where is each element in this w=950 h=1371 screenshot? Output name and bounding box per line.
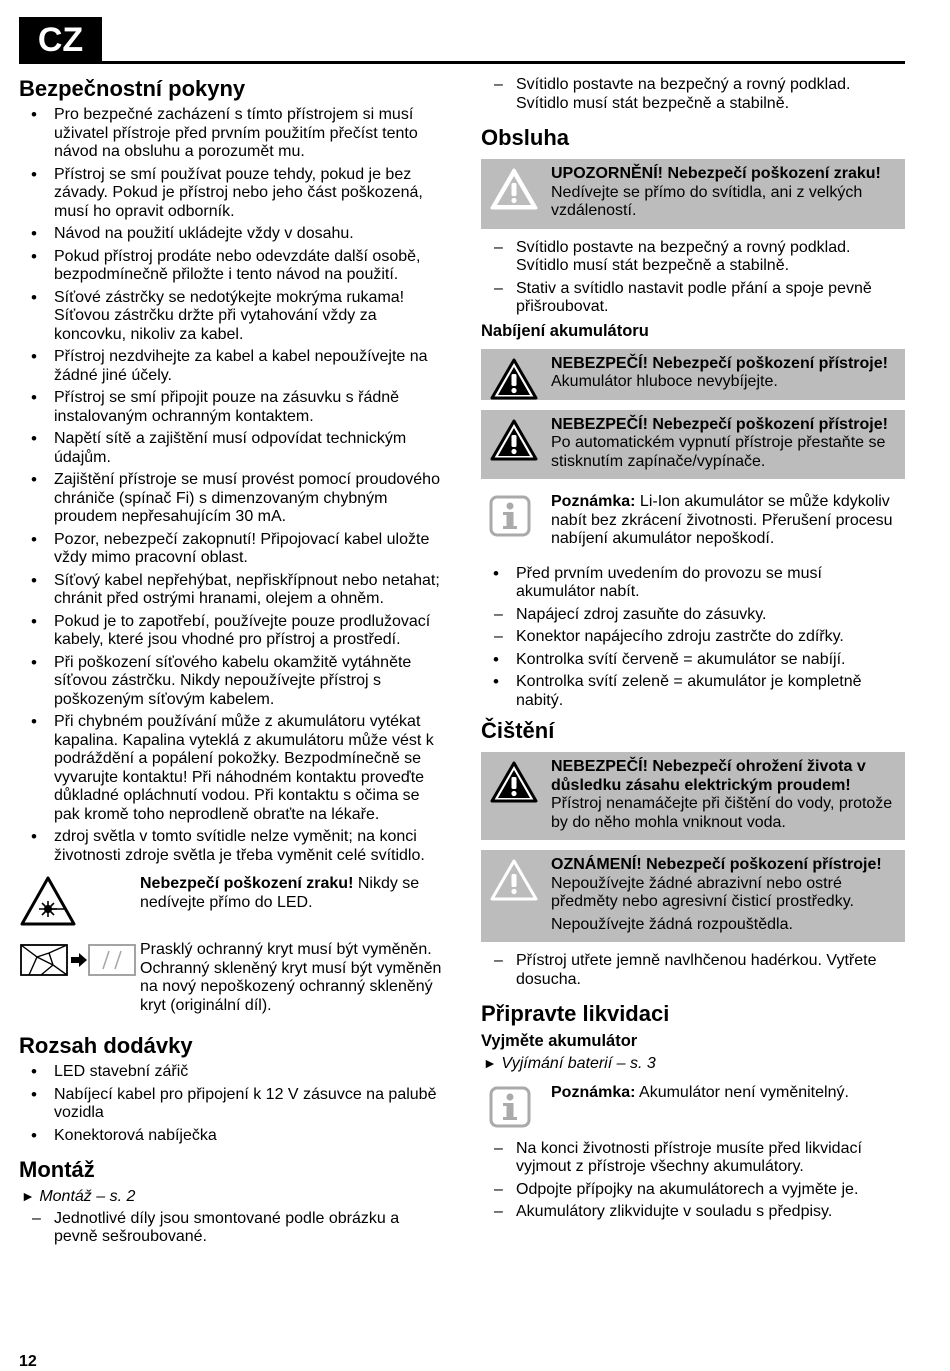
list-item: • Konektorová nabíječka: [19, 1127, 444, 1146]
list-item: – Konektor napájecího zdroju zastrčte do zdířky.: [481, 628, 905, 647]
cleaning-heading: Čištění: [481, 718, 555, 743]
assembly-ref: Montáž – s. 2: [39, 1188, 136, 1205]
list-item: • zdroj světla v tomto svítidle nelze vyměnit; na konci životnosti zdroje světla je třeba vyměnit celé svítidlo.: [19, 828, 444, 865]
list-item: • Kontrolka svítí červeně = akumulátor se nabíjí.: [481, 651, 905, 670]
list-item: – Napájecí zdroj zasuňte do zásuvky.: [481, 606, 905, 625]
caution-text: Nedívejte se přímo do svítidla, ani z velkých vzdáleností.: [551, 183, 863, 219]
note-box: [481, 1080, 905, 1130]
caution-box: [481, 159, 905, 229]
list-item: – Stativ a svítidlo nastavit podle přání a spoje pevně přišroubovat.: [481, 280, 905, 317]
danger-triangle-icon: [489, 418, 539, 462]
danger-triangle-icon: [489, 357, 539, 401]
notice-text: Nepoužívejte žádné abrazivní nebo ostré předměty nebo agresivní čisticí prostředky.: [551, 874, 854, 910]
laser-warning-icon: [19, 875, 77, 927]
list-item: – Svítidlo postavte na bezpečný a rovný podklad. Svítidlo musí stát bezpečně a stabilně.: [481, 76, 905, 113]
notice-box: [481, 850, 905, 942]
danger-bold: NEBEZPEČÍ! Nebezpečí ohrožení života v důsledku zásahu elektrickým proudem!: [551, 758, 866, 794]
danger-bold: NEBEZPEČÍ! Nebezpečí poškození přístroje!: [551, 354, 888, 372]
caution-triangle-icon: [489, 167, 539, 211]
safety-list: [19, 106, 444, 865]
list-item: • Pokud je to zapotřebí, používejte pouze prodlužovací kabely, které jsou vhodné pro přístroj a prostředí.: [19, 613, 444, 650]
list-item: • Pozor, nebezpečí zakopnutí! Připojovací kabel uložte vždy mimo pracovní oblast.: [19, 531, 444, 568]
disposal-subheading: Vyjměte akumulátor: [481, 1032, 638, 1050]
list-item: • Pokud přístroj prodáte nebo odevzdáte další osobě, bezpodmínečně přiložte i tento návod na použití.: [19, 248, 444, 285]
charging-heading: Nabíjení akumulátoru: [481, 321, 649, 340]
list-item: – Odpojte přípojky na akumulátorech a vyjměte je.: [481, 1181, 905, 1200]
note-text: Li-Ion akumulátor se může kdykoliv nabít bez zkrácení životnosti. Přerušení procesu nabíjení akumulátor nepoškodí.: [551, 493, 893, 547]
cross-reference: [19, 1187, 444, 1207]
scope-list: [19, 1063, 444, 1145]
assembly-heading: Montáž: [19, 1157, 95, 1182]
right-column: [481, 76, 905, 1226]
note-bold: Poznámka:: [551, 1083, 636, 1101]
list-item: • Nabíjecí kabel pro připojení k 12 V zásuvce na palubě vozidla: [19, 1086, 444, 1123]
assembly-list: [19, 1210, 444, 1247]
list-item: – Svítidlo postavte na bezpečný a rovný podklad. Svítidlo musí stát bezpečně a stabilně.: [481, 239, 905, 276]
top-list: [481, 76, 905, 113]
danger-triangle-icon: [489, 760, 539, 804]
notice-bold: OZNÁMENÍ! Nebezpečí poškození přístroje!: [551, 856, 882, 873]
danger-text: Přístroj nenamáčejte při čištění do vody, protože by do něho mohla vniknout voda.: [551, 795, 893, 831]
info-icon: [489, 495, 531, 537]
glass-warning: [19, 941, 444, 1015]
list-item: • Přístroj se smí používat pouze tehdy, pokud je bez závady. Pokud je přístroj nebo jeho část poškozená, musí ho opravit odborník.: [19, 166, 444, 222]
list-item: – Akumulátory zlikvidujte v souladu s předpisy.: [481, 1203, 905, 1222]
list-item: • Síťové zástrčky se nedotýkejte mokrýma rukama! Síťovou zástrčku držte při vytahování vždy za koncovku, nikoliv za kabel.: [19, 289, 444, 345]
list-item: • Před prvním uvedením do provozu se musí akumulátor nabít.: [481, 565, 905, 602]
danger-box: [481, 410, 905, 480]
page-number: 12: [19, 1353, 37, 1370]
language-tab: CZ: [19, 17, 102, 64]
operation-list: [481, 239, 905, 317]
list-item: • Síťový kabel nepřehýbat, nepřiskřípnout nebo netahat; chránit před ostrými hranami, olejem a ohněm.: [19, 572, 444, 609]
list-item: • LED stavební zářič: [19, 1063, 444, 1082]
danger-box: [481, 752, 905, 840]
note-text: Akumulátor není vyměnitelný.: [635, 1083, 849, 1101]
list-item: • Kontrolka svítí zeleně = akumulátor je kompletně nabitý.: [481, 673, 905, 710]
danger-box: [481, 349, 905, 400]
glass-warning-text: Prasklý ochranný kryt musí být vyměněn. Ochranný skleněný kryt musí být vyměněn na nový nepoškozený ochranný skleněný kryt (originální díl).: [140, 941, 442, 1014]
note-bold: Poznámka:: [551, 493, 636, 510]
list-item: • Pro bezpečné zacházení s tímto přístrojem si musí uživatel přístroje před prvním použitím přečíst tento návod na obsluhu a porozumět mu.: [19, 106, 444, 162]
list-item: • Přístroj nezdvihejte za kabel a kabel nepoužívejte na žádné jiné účely.: [19, 348, 444, 385]
list-item: • Návod na použití ukládejte vždy v dosahu.: [19, 225, 444, 244]
list-item: – Na konci životnosti přístroje musíte před likvidací vyjmout z přístroje všechny akumulátory.: [481, 1140, 905, 1177]
list-item: • Při chybném používání může z akumulátoru vytékat kapalina. Kapalina vyteklá z akumulátoru může vést k podráždění a popálení pokožky. Bezpodmínečně se vyvarujte kontaktu! Při náhodném kontaktu proveďte důkladné opláchnutí vodou. Při kontaktu s očima se pak kromě toho neprodleně obraťte na lékaře.: [19, 713, 444, 824]
header-rule: [102, 61, 905, 64]
cross-reference: [481, 1054, 905, 1074]
list-item: – Přístroj utřete jemně navlhčenou hadérkou. Vytřete dosucha.: [481, 952, 905, 989]
info-icon: [489, 1086, 531, 1128]
danger-text: Akumulátor hluboce nevybíjejte.: [551, 373, 778, 390]
disposal-ref: Vyjímání baterií – s. 3: [501, 1055, 656, 1072]
disposal-heading: Připravte likvidaci: [481, 1001, 670, 1026]
scope-heading: Rozsah dodávky: [19, 1033, 193, 1058]
broken-glass-icon: [19, 941, 137, 981]
operation-heading: Obsluha: [481, 125, 570, 150]
list-item: • Přístroj se smí připojit pouze na zásuvku s řádně instalovaným ochranným kontaktem.: [19, 389, 444, 426]
list-item: • Napětí sítě a zajištění musí odpovídat technickým údajům.: [19, 430, 444, 467]
led-warning-bold: Nebezpečí poškození zraku!: [140, 875, 354, 892]
led-warning-text: Nikdy se nedívejte přímo do LED.: [140, 875, 420, 911]
arrow-right-icon: ►: [21, 1188, 35, 1204]
list-item: • Zajištění přístroje se musí provést pomocí proudového chrániče (spínač Fi) s dimenzovaným chybným proudem nepřesahujícím 30 mA.: [19, 471, 444, 527]
danger-text: Po automatickém vypnutí přístroje přestaňte se stisknutím zapínače/vypínače.: [551, 434, 886, 470]
danger-bold: NEBEZPEČÍ! Nebezpečí poškození přístroje!: [551, 415, 888, 433]
caution-bold: UPOZORNĚNÍ! Nebezpečí poškození zraku!: [551, 165, 881, 182]
charging-list: [481, 565, 905, 711]
note-box: [481, 489, 905, 555]
left-column: [19, 76, 444, 1251]
notice-text-2: Nepoužívejte žádná rozpouštědla.: [551, 915, 793, 933]
safety-heading: Bezpečnostní pokyny: [19, 76, 246, 101]
notice-triangle-icon: [489, 858, 539, 902]
list-item: • Při poškození síťového kabelu okamžitě vytáhněte síťovou zástrčku. Nikdy nepoužívejte přístroj s poškozeným síťovým kabelem.: [19, 654, 444, 710]
disposal-list: [481, 1140, 905, 1222]
list-item: – Jednotlivé díly jsou smontované podle obrázku a pevně sešroubované.: [19, 1210, 444, 1247]
arrow-right-icon: ►: [483, 1055, 497, 1071]
cleaning-list: [481, 952, 905, 989]
led-warning: [19, 875, 444, 931]
